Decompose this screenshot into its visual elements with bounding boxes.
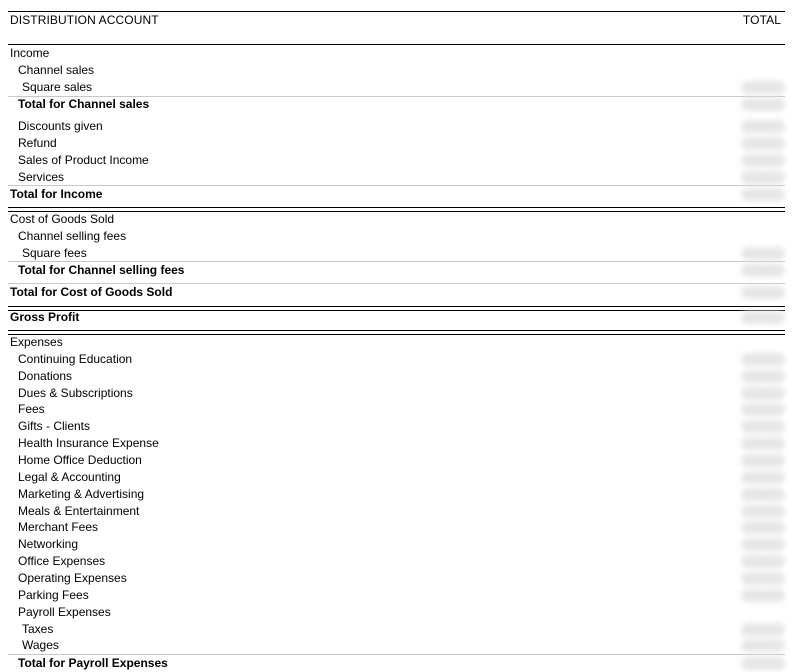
redacted-amount [741, 589, 785, 602]
column-header-total[interactable]: TOTAL [742, 13, 781, 27]
redacted-amount [741, 505, 785, 518]
redacted-amount [741, 420, 785, 433]
row-label: Total for Payroll Expenses [18, 656, 168, 670]
account-row-gifts-clients[interactable] [8, 418, 785, 435]
account-row-fees[interactable] [8, 401, 785, 418]
account-row-networking[interactable] [8, 536, 785, 553]
account-row-channel-selling-fees[interactable] [8, 228, 785, 245]
redacted-amount [741, 171, 785, 184]
account-row-meals-entertainment[interactable] [8, 503, 785, 520]
row-label: Continuing Education [18, 352, 133, 366]
account-row-wages[interactable] [8, 637, 785, 654]
redacted-amount [741, 521, 785, 534]
row-label: Discounts given [18, 119, 103, 133]
row-label: Payroll Expenses [18, 605, 111, 619]
account-row-marketing-advertising[interactable] [8, 486, 785, 503]
row-label: Marketing & Advertising [18, 487, 145, 501]
redacted-amount [741, 311, 785, 324]
row-label: Taxes [22, 622, 54, 636]
account-row-refund[interactable] [8, 135, 785, 152]
row-label: Donations [18, 369, 73, 383]
row-label: Gifts - Clients [18, 419, 91, 433]
account-row-operating-expenses[interactable] [8, 570, 785, 587]
redacted-amount [741, 387, 785, 400]
row-label: Square sales [22, 80, 93, 94]
row-label: Home Office Deduction [18, 453, 142, 467]
row-label: Services [18, 170, 65, 184]
row-label: Wages [22, 638, 59, 652]
redacted-amount [741, 555, 785, 568]
row-label: Gross Profit [10, 310, 80, 324]
redacted-amount [741, 264, 785, 277]
redacted-amount [741, 623, 785, 636]
redacted-amount [741, 188, 785, 201]
row-label: Cost of Goods Sold [10, 212, 115, 226]
row-label: Channel sales [18, 63, 95, 77]
redacted-amount [741, 370, 785, 383]
account-row-donations[interactable] [8, 368, 785, 385]
row-label: Merchant Fees [18, 520, 99, 534]
row-label: Sales of Product Income [18, 153, 149, 167]
account-row-home-office-deduction[interactable] [8, 452, 785, 469]
row-label: Income [10, 46, 50, 60]
redacted-amount [741, 471, 785, 484]
redacted-amount [741, 98, 785, 111]
redacted-amount [741, 657, 785, 670]
redacted-amount [741, 454, 785, 467]
account-row-dues-subscriptions[interactable] [8, 385, 785, 402]
row-label: Health Insurance Expense [18, 436, 159, 450]
header-top-rule [8, 11, 785, 12]
profit-and-loss-report [8, 0, 785, 670]
gross-profit-row[interactable] [8, 309, 785, 326]
column-header-account[interactable]: DISTRIBUTION ACCOUNT [10, 13, 159, 27]
total-row-income[interactable] [8, 186, 785, 203]
row-label: Networking [18, 537, 79, 551]
redacted-amount [741, 120, 785, 133]
section-header-expenses [8, 334, 785, 351]
redacted-amount [741, 137, 785, 150]
redacted-amount [741, 81, 785, 94]
account-row-legal-accounting[interactable] [8, 469, 785, 486]
redacted-amount [741, 437, 785, 450]
row-label: Refund [18, 136, 57, 150]
redacted-amount [741, 403, 785, 416]
redacted-amount [741, 286, 785, 299]
redacted-amount [741, 353, 785, 366]
account-row-parking-fees[interactable] [8, 587, 785, 604]
account-row-taxes[interactable] [8, 621, 785, 638]
row-label: Operating Expenses [18, 571, 127, 585]
account-row-merchant-fees[interactable] [8, 519, 785, 536]
redacted-amount [741, 538, 785, 551]
total-row-channel-sales[interactable] [8, 96, 785, 113]
section-header-cost-of-goods-sold [8, 211, 785, 228]
account-row-sales-of-product-income[interactable] [8, 152, 785, 169]
section-header-income [8, 45, 785, 62]
row-label: Total for Channel sales [18, 97, 150, 111]
account-row-services[interactable] [8, 169, 785, 186]
account-row-health-insurance-expense[interactable] [8, 435, 785, 452]
row-label: Square fees [22, 246, 87, 260]
row-label: Parking Fees [18, 588, 89, 602]
redacted-amount [741, 247, 785, 260]
redacted-amount [741, 154, 785, 167]
row-label: Expenses [10, 335, 63, 349]
row-label: Legal & Accounting [18, 470, 121, 484]
row-label: Office Expenses [18, 554, 106, 568]
account-row-payroll-expenses[interactable] [8, 604, 785, 621]
redacted-amount [741, 572, 785, 585]
account-row-square-fees[interactable] [8, 245, 785, 262]
row-label: Total for Channel selling fees [18, 263, 185, 277]
row-label: Total for Cost of Goods Sold [10, 285, 173, 299]
account-row-office-expenses[interactable] [8, 553, 785, 570]
total-row-payroll-expenses[interactable] [8, 655, 785, 672]
account-row-continuing-education[interactable] [8, 351, 785, 368]
row-label: Total for Income [10, 187, 103, 201]
row-label: Channel selling fees [18, 229, 127, 243]
total-row-cost-of-goods-sold[interactable] [8, 284, 785, 301]
account-row-discounts-given[interactable] [8, 118, 785, 135]
redacted-amount [741, 639, 785, 652]
row-label: Dues & Subscriptions [18, 386, 133, 400]
account-row-channel-sales[interactable] [8, 62, 785, 79]
row-label: Meals & Entertainment [18, 504, 140, 518]
account-row-square-sales[interactable] [8, 79, 785, 96]
row-label: Fees [18, 402, 45, 416]
redacted-amount [741, 488, 785, 501]
total-row-channel-selling-fees[interactable] [8, 262, 785, 279]
